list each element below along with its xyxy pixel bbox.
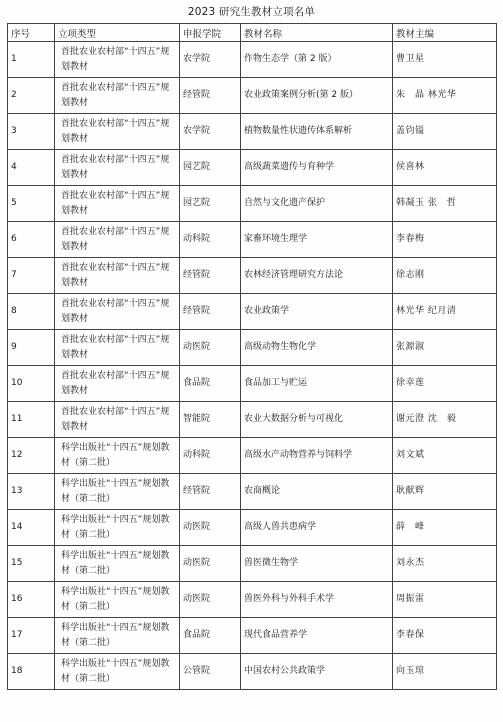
cell-name: 自然与文化遗产保护 [241,186,393,222]
cell-college: 智能院 [180,402,241,438]
header-editor: 教材主编 [393,24,497,42]
cell-editor: 韩凝玉 张 哲 [393,186,497,222]
cell-college: 动医院 [180,546,241,582]
cell-college: 动医院 [180,582,241,618]
cell-editor: 徐志刚 [393,258,497,294]
table-row [8,150,497,186]
cell-name: 兽医外科与外科手术学 [241,582,393,618]
cell-no: 5 [8,186,55,222]
cell-editor: 刘永杰 [393,546,497,582]
header-no: 序号 [8,24,55,42]
table-row [8,438,497,474]
cell-college: 动科院 [180,438,241,474]
table-row [8,402,497,438]
cell-editor: 林光华 纪月清 [393,294,497,330]
table-row [8,294,497,330]
cell-type: 首批农业农村部“十四五”规划教材 [55,366,180,402]
table-row [8,330,497,366]
table-row [8,78,497,114]
cell-type: 科学出版社“十四五”规划教材（第二批） [55,654,180,690]
cell-college: 食品院 [180,618,241,654]
cell-college: 经管院 [180,294,241,330]
cell-name: 农商概论 [241,474,393,510]
cell-name: 家畜环境生理学 [241,222,393,258]
cell-college: 动医院 [180,510,241,546]
cell-editor: 盖钧镒 [393,114,497,150]
document-title: 2023 研究生教材立项名单 [187,6,316,18]
cell-no: 2 [8,78,55,114]
cell-college: 动科院 [180,222,241,258]
cell-type: 首批农业农村部“十四五”规划教材 [55,78,180,114]
cell-no: 7 [8,258,55,294]
table-row [8,510,497,546]
table-body [8,42,497,690]
header-name: 教材名称 [241,24,393,42]
cell-editor: 周振雷 [393,582,497,618]
cell-college: 园艺院 [180,186,241,222]
table-header-row [8,24,497,42]
cell-college: 食品院 [180,366,241,402]
cell-type: 首批农业农村部“十四五”规划教材 [55,330,180,366]
cell-college: 公管院 [180,654,241,690]
cell-editor: 谢元澄 沈 毅 [393,402,497,438]
cell-name: 高级蔬菜遗传与育种学 [241,150,393,186]
table-row [8,114,497,150]
cell-no: 9 [8,330,55,366]
cell-type: 科学出版社“十四五”规划教材（第二批） [55,510,180,546]
cell-name: 农业政策学 [241,294,393,330]
cell-name: 食品加工与贮运 [241,366,393,402]
cell-name: 高级水产动物营养与饲料学 [241,438,393,474]
cell-college: 园艺院 [180,150,241,186]
cell-type: 首批农业农村部“十四五”规划教材 [55,294,180,330]
cell-college: 农学院 [180,114,241,150]
cell-type: 首批农业农村部“十四五”规划教材 [55,186,180,222]
cell-no: 6 [8,222,55,258]
cell-no: 4 [8,150,55,186]
cell-no: 8 [8,294,55,330]
table-row [8,258,497,294]
cell-type: 科学出版社“十四五”规划教材（第二批） [55,438,180,474]
cell-name: 中国农村公共政策学 [241,654,393,690]
cell-type: 科学出版社“十四五”规划教材（第二批） [55,618,180,654]
table-row [8,474,497,510]
cell-editor: 李春保 [393,618,497,654]
cell-name: 作物生态学（第 2 版） [241,42,393,78]
cell-no: 17 [8,618,55,654]
cell-no: 1 [8,42,55,78]
cell-no: 14 [8,510,55,546]
cell-name: 农林经济管理研究方法论 [241,258,393,294]
cell-type: 首批农业农村部“十四五”规划教材 [55,114,180,150]
table-row [8,186,497,222]
cell-no: 3 [8,114,55,150]
cell-name: 现代食品营养学 [241,618,393,654]
cell-type: 首批农业农村部“十四五”规划教材 [55,42,180,78]
table-row [8,222,497,258]
cell-name: 高级人兽共患病学 [241,510,393,546]
cell-name: 高级动物生物化学 [241,330,393,366]
cell-no: 15 [8,546,55,582]
cell-editor: 张源淑 [393,330,497,366]
cell-editor: 李春梅 [393,222,497,258]
table-row [8,366,497,402]
cell-college: 动医院 [180,330,241,366]
cell-no: 10 [8,366,55,402]
cell-type: 科学出版社“十四五”规划教材（第二批） [55,582,180,618]
cell-type: 首批农业农村部“十四五”规划教材 [55,258,180,294]
cell-name: 农业政策案例分析(第 2 版） [241,78,393,114]
cell-type: 首批农业农村部“十四五”规划教材 [55,402,180,438]
cell-editor: 侯喜林 [393,150,497,186]
cell-editor: 向玉琼 [393,654,497,690]
cell-name: 植物数量性状遗传体系解析 [241,114,393,150]
cell-college: 经管院 [180,474,241,510]
table-row [8,618,497,654]
cell-college: 农学院 [180,42,241,78]
cell-no: 16 [8,582,55,618]
cell-editor: 曹卫星 [393,42,497,78]
cell-no: 18 [8,654,55,690]
cell-type: 科学出版社“十四五”规划教材（第二批） [55,474,180,510]
header-college: 申报学院 [180,24,241,42]
table-row [8,654,497,690]
cell-no: 12 [8,438,55,474]
cell-college: 经管院 [180,258,241,294]
cell-name: 农业大数据分析与可视化 [241,402,393,438]
cell-no: 13 [8,474,55,510]
cell-editor: 薛 峰 [393,510,497,546]
table-row [8,582,497,618]
cell-type: 首批农业农村部“十四五”规划教材 [55,222,180,258]
table-row [8,42,497,78]
cell-college: 经管院 [180,78,241,114]
cell-editor: 刘文斌 [393,438,497,474]
cell-name: 兽医微生物学 [241,546,393,582]
cell-editor: 朱 晶 林光华 [393,78,497,114]
cell-type: 首批农业农村部“十四五”规划教材 [55,150,180,186]
header-type: 立项类型 [55,24,180,42]
cell-editor: 徐幸莲 [393,366,497,402]
cell-no: 11 [8,402,55,438]
table-row [8,546,497,582]
cell-editor: 耿献辉 [393,474,497,510]
cell-type: 科学出版社“十四五”规划教材（第二批） [55,546,180,582]
project-table [7,23,497,690]
